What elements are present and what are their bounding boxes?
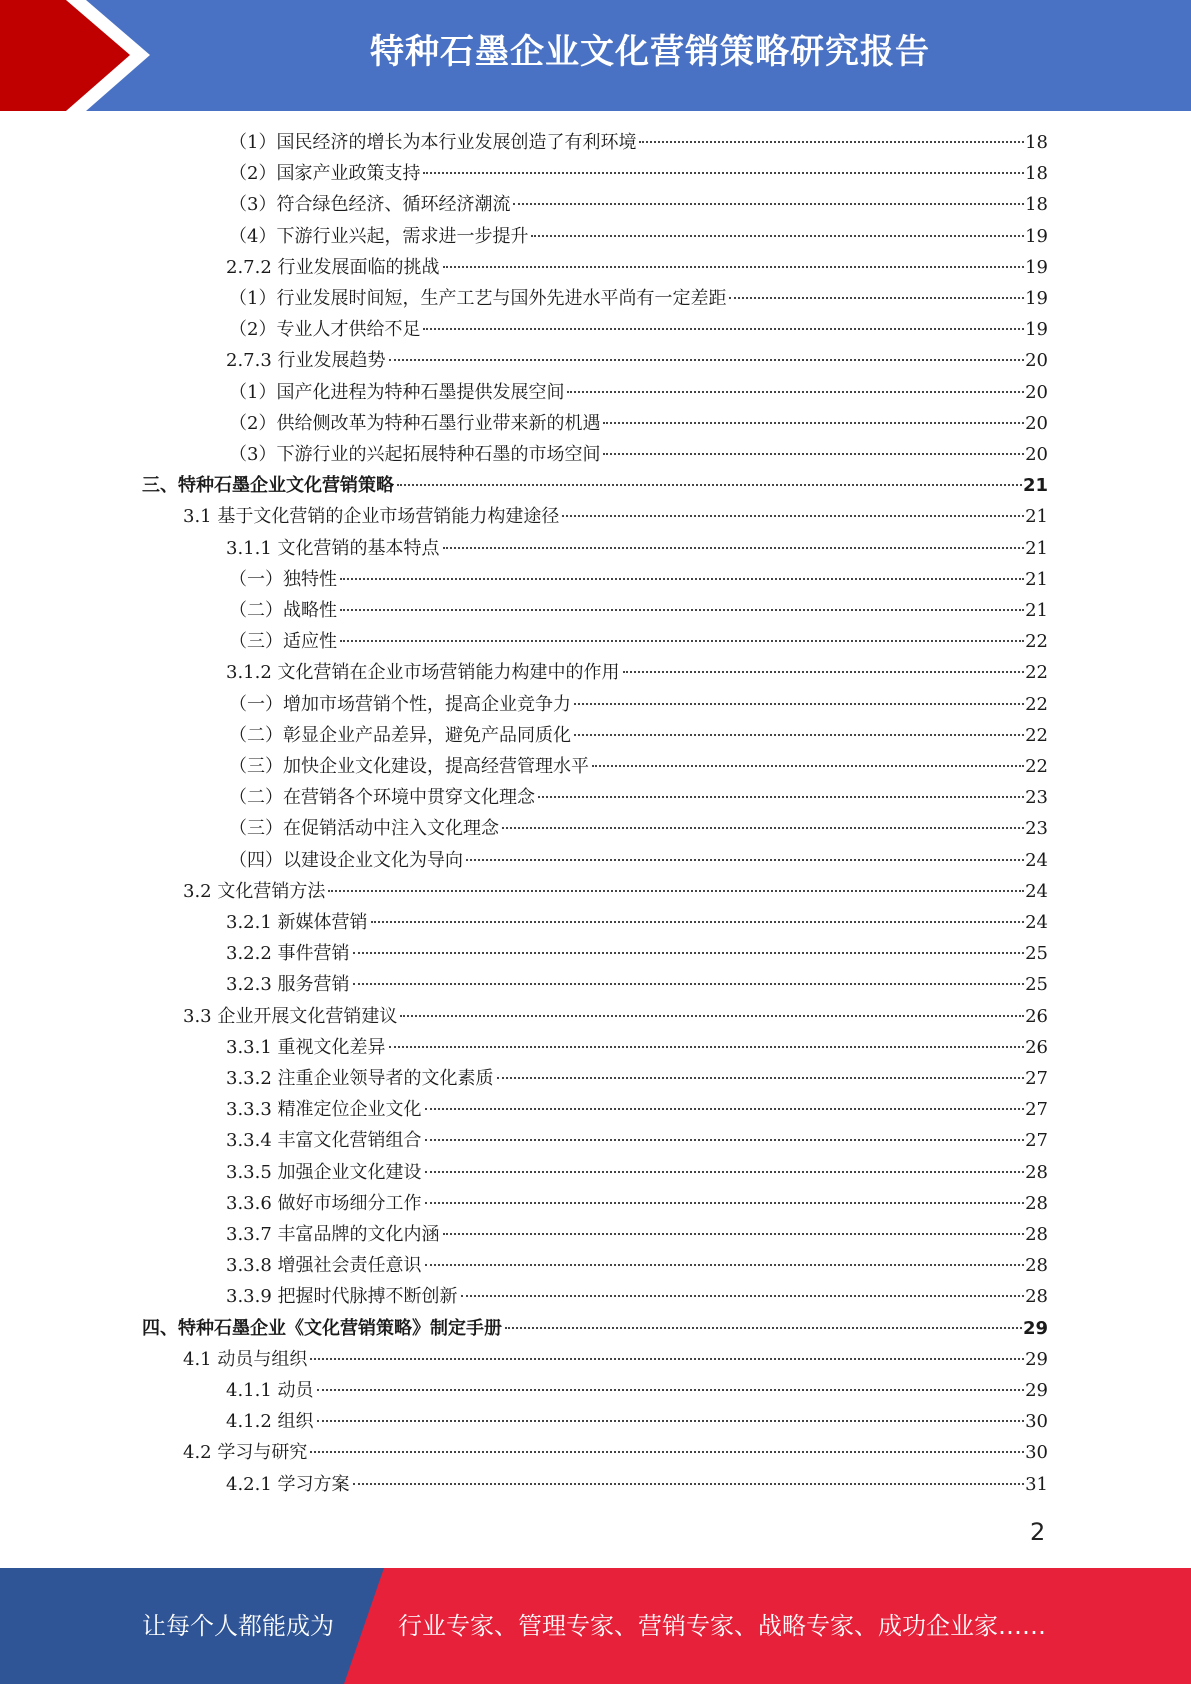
toc-entry-title: 3.2.1 新媒体营销 [226,912,368,933]
toc-leader-dots [425,1139,1025,1141]
toc-entry[interactable] [229,158,1048,189]
toc-leader-dots [397,484,1022,486]
page-number: 2 [1030,1518,1046,1546]
toc-leader-dots [317,1389,1025,1391]
toc-entry-title: 4.1 动员与组织 [183,1348,308,1370]
toc-entry-page: 20 [1025,350,1048,372]
toc-entry-page: 19 [1025,319,1048,341]
toc-entry-title: （3）下游行业的兴起拓展特种石墨的市场空间 [229,444,601,465]
toc-leader-dots [562,515,1024,517]
toc-entry-page: 29 [1025,1380,1048,1401]
toc-entry[interactable] [226,1125,1048,1156]
toc-entry[interactable] [226,1032,1048,1063]
toc-entry-title: （三）加快企业文化建设，提高经营管理水平 [229,756,589,777]
toc-entry-title: （1）行业发展时间短，生产工艺与国外先进水平尚有一定差距 [229,288,727,309]
toc-entry-page: 26 [1025,1036,1048,1058]
toc-entry-page: 22 [1025,724,1048,746]
toc-leader-dots [603,422,1024,424]
toc-entry[interactable] [229,283,1048,314]
toc-entry[interactable] [142,470,1048,501]
toc-entry-page: 23 [1025,787,1048,809]
toc-entry-page: 25 [1025,974,1048,996]
toc-entry-title: 3.1.1 文化营销的基本特点 [226,537,440,559]
toc-leader-dots [497,1077,1025,1079]
toc-entry-page: 19 [1025,225,1048,247]
toc-entry-page: 19 [1025,288,1048,309]
toc-leader-dots [623,671,1025,673]
toc-entry-page: 31 [1025,1473,1048,1495]
toc-entry-title: 3.2 文化营销方法 [183,880,326,902]
toc-entry-page: 30 [1025,1442,1048,1464]
toc-entry-title: （4）下游行业兴起，需求进一步提升 [229,225,529,247]
toc-entry[interactable] [183,1437,1048,1468]
toc-entry-page: 27 [1025,1068,1048,1089]
toc-leader-dots [639,141,1024,143]
toc-entry-title: 2.7.3 行业发展趋势 [226,350,386,372]
toc-entry[interactable] [142,1313,1048,1344]
toc-leader-dots [538,796,1024,798]
toc-entry[interactable] [226,1094,1048,1125]
toc-leader-dots [353,983,1025,985]
toc-entry[interactable] [229,439,1048,470]
toc-entry-title: （1）国产化进程为特种石墨提供发展空间 [229,381,565,403]
toc-entry-title: 4.1.2 组织 [226,1411,314,1433]
toc-entry-title: 3.1 基于文化营销的企业市场营销能力构建途径 [183,506,560,528]
toc-entry[interactable] [229,189,1048,220]
toc-leader-dots [389,359,1025,361]
toc-entry-page: 24 [1025,849,1048,871]
toc-entry-page: 22 [1025,693,1048,715]
toc-entry[interactable] [226,1375,1048,1406]
toc-entry-page: 27 [1025,1099,1048,1121]
toc-entry-page: 21 [1025,600,1048,621]
toc-leader-dots [729,297,1024,299]
toc-entry-title: （一）增加市场营销个性，提高企业竞争力 [229,693,571,715]
toc-entry-title: 4.2 学习与研究 [183,1442,308,1464]
toc-entry[interactable] [226,1063,1048,1094]
toc-entry[interactable] [226,345,1048,376]
toc-leader-dots [574,703,1024,705]
toc-entry-page: 21 [1025,568,1048,590]
toc-leader-dots [353,1483,1025,1485]
toc-leader-dots [371,921,1025,923]
toc-entry[interactable] [229,813,1048,844]
toc-entry-page: 29 [1025,1348,1048,1370]
toc-leader-dots [443,1233,1025,1235]
toc-entry-page: 20 [1025,412,1048,434]
toc-entry[interactable] [229,564,1048,595]
toc-entry-page: 24 [1025,912,1048,933]
toc-entry-page: 20 [1025,444,1048,465]
document-title: 特种石墨企业文化营销策略研究报告 [370,32,930,72]
toc-leader-dots [592,765,1024,767]
toc-entry-title: 3.1.2 文化营销在企业市场营销能力构建中的作用 [226,662,620,684]
toc-entry[interactable] [229,720,1048,751]
toc-leader-dots [466,859,1024,861]
toc-leader-dots [425,1264,1025,1266]
toc-entry[interactable] [226,1250,1048,1281]
toc-entry[interactable] [226,938,1048,969]
toc-entry-title: 3.2.2 事件营销 [226,943,350,965]
toc-entry-title: 4.1.1 动员 [226,1380,314,1401]
toc-leader-dots [423,328,1024,330]
toc-entry-title: 3.3.9 把握时代脉搏不断创新 [226,1286,458,1308]
toc-entry-title: （一）独特性 [229,568,337,590]
toc-entry[interactable] [183,876,1048,907]
toc-leader-dots [389,1046,1025,1048]
toc-entry-title: 3.3.4 丰富文化营销组合 [226,1130,422,1152]
toc-entry[interactable] [226,1157,1048,1188]
toc-entry-page: 18 [1025,132,1048,153]
toc-entry[interactable] [226,1469,1048,1500]
toc-entry[interactable] [229,845,1048,876]
toc-entry-page: 19 [1025,256,1048,278]
toc-entry-title: （二）战略性 [229,600,337,621]
toc-entry-page: 28 [1025,1286,1048,1308]
toc-leader-dots [603,453,1024,455]
toc-entry-page: 23 [1025,818,1048,840]
toc-leader-dots [317,1420,1025,1422]
toc-entry-page: 29 [1022,1317,1048,1339]
toc-leader-dots [461,1295,1025,1297]
toc-entry-title: （三）在促销活动中注入文化理念 [229,818,499,840]
toc-leader-dots [310,1358,1024,1360]
toc-entry-title: 3.3.6 做好市场细分工作 [226,1192,422,1214]
toc-entry-page: 25 [1025,943,1048,965]
toc-entry-page: 18 [1025,163,1048,185]
toc-entry-title: 三、特种石墨企业文化营销策略 [142,475,394,497]
toc-entry-page: 21 [1025,506,1048,528]
toc-entry[interactable] [229,377,1048,408]
toc-entry[interactable] [229,127,1048,158]
toc-leader-dots [443,266,1025,268]
toc-entry-page: 28 [1025,1161,1048,1183]
toc-entry-page: 28 [1025,1255,1048,1277]
toc-entry-title: （二）彰显企业产品差异，避免产品同质化 [229,724,571,746]
toc-entry[interactable] [226,907,1048,938]
toc-entry-title: （2）专业人才供给不足 [229,319,421,341]
toc-entry-page: 21 [1022,475,1048,497]
toc-leader-dots [423,172,1024,174]
toc-entry-page: 22 [1025,662,1048,684]
toc-entry-title: 四、特种石墨企业《文化营销策略》制定手册 [142,1317,502,1339]
toc-leader-dots [310,1451,1024,1453]
footer-slogan-left: 让每个人都能成为 [142,1612,334,1640]
toc-entry-page: 22 [1025,756,1048,777]
toc-leader-dots [340,609,1024,611]
toc-leader-dots [574,734,1024,736]
toc-entry[interactable] [229,782,1048,813]
toc-entry[interactable] [226,1188,1048,1219]
toc-entry-page: 20 [1025,381,1048,403]
toc-entry[interactable] [183,1344,1048,1375]
toc-entry-title: 3.3.3 精准定位企业文化 [226,1099,422,1121]
toc-leader-dots [425,1171,1025,1173]
toc-entry-page: 28 [1025,1192,1048,1214]
toc-leader-dots [400,1015,1024,1017]
toc-entry-page: 28 [1025,1224,1048,1245]
toc-entry-page: 22 [1025,631,1048,653]
footer-slogan-right: 行业专家、管理专家、营销专家、战略专家、成功企业家…… [398,1612,1046,1640]
toc-entry[interactable] [229,689,1048,720]
toc-entry-title: 2.7.2 行业发展面临的挑战 [226,256,440,278]
toc-entry-page: 26 [1025,1005,1048,1027]
toc-entry-title: （四）以建设企业文化为导向 [229,849,463,871]
toc-entry-title: 3.3.7 丰富品牌的文化内涵 [226,1224,440,1245]
toc-entry-title: 3.3.8 增强社会责任意识 [226,1255,422,1277]
toc-leader-dots [502,827,1024,829]
toc-entry[interactable] [226,1281,1048,1312]
toc-leader-dots [340,640,1024,642]
toc-entry-title: （3）符合绿色经济、循环经济潮流 [229,194,511,216]
toc-entry[interactable] [226,533,1048,564]
toc-entry[interactable] [229,751,1048,782]
toc-entry-title: 3.3 企业开展文化营销建议 [183,1005,398,1027]
toc-entry[interactable] [229,595,1048,626]
toc-entry-title: 3.2.3 服务营销 [226,974,350,996]
toc-entry[interactable] [226,1219,1048,1250]
toc-leader-dots [328,890,1024,892]
toc-entry[interactable] [226,657,1048,688]
toc-entry-title: （三）适应性 [229,631,337,653]
toc-entry[interactable] [229,408,1048,439]
toc-entry[interactable] [229,314,1048,345]
toc-entry-page: 24 [1025,880,1048,902]
toc-leader-dots [505,1327,1022,1329]
page-footer [0,1568,1191,1684]
toc-entry[interactable] [226,969,1048,1000]
toc-entry-page: 21 [1025,537,1048,559]
toc-leader-dots [425,1202,1025,1204]
toc-entry-title: （二）在营销各个环境中贯穿文化理念 [229,787,535,809]
toc-entry[interactable] [183,501,1048,532]
toc-entry-page: 30 [1025,1411,1048,1433]
toc-entry-title: 3.3.5 加强企业文化建设 [226,1161,422,1183]
toc-entry-title: （2）供给侧改革为特种石墨行业带来新的机遇 [229,412,601,434]
page-header [0,0,1191,111]
toc-leader-dots [513,203,1024,205]
toc-entry-title: 4.2.1 学习方案 [226,1473,350,1495]
toc-entry-page: 27 [1025,1130,1048,1152]
toc-entry[interactable] [183,1001,1048,1032]
toc-entry[interactable] [229,626,1048,657]
toc-entry[interactable] [229,221,1048,252]
toc-leader-dots [567,391,1024,393]
toc-entry-title: （1）国民经济的增长为本行业发展创造了有利环境 [229,132,637,153]
toc-leader-dots [340,578,1024,580]
toc-entry-title: （2）国家产业政策支持 [229,163,421,185]
toc-leader-dots [443,547,1025,549]
toc-leader-dots [353,952,1025,954]
toc-entry[interactable] [226,1406,1048,1437]
toc-entry-title: 3.3.1 重视文化差异 [226,1036,386,1058]
toc-leader-dots [425,1108,1025,1110]
toc-entry-title: 3.3.2 注重企业领导者的文化素质 [226,1068,494,1089]
toc-leader-dots [531,235,1024,237]
toc-entry[interactable] [226,252,1048,283]
toc-entry-page: 18 [1025,194,1048,216]
